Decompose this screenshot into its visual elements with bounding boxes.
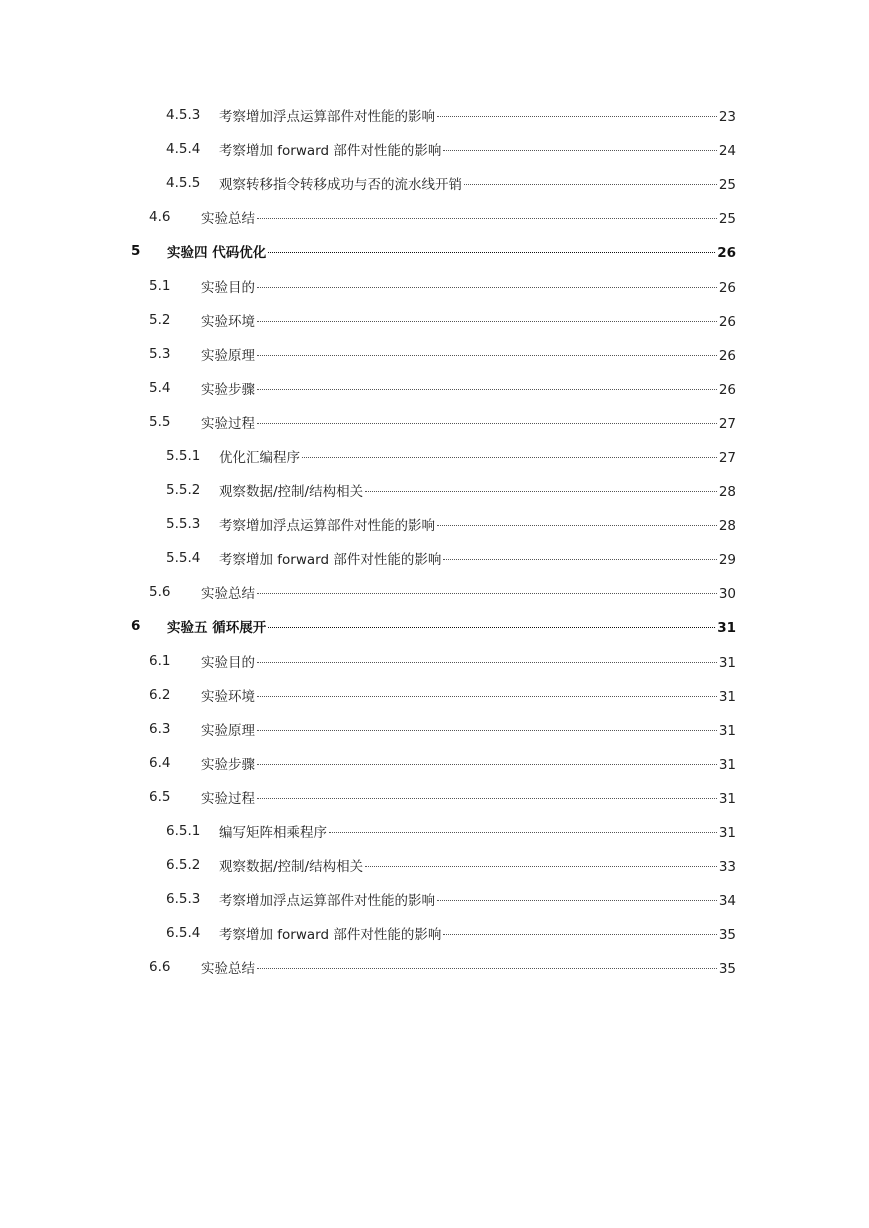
toc-entry-number: 6.2 <box>149 686 171 703</box>
toc-entry-body <box>201 753 736 773</box>
toc-entry[interactable] <box>0 644 869 678</box>
toc-entry-page-number: 30 <box>718 586 736 603</box>
toc-entry-page-number: 31 <box>718 790 736 807</box>
toc-entry-title: 实验步骤 <box>201 756 255 773</box>
dot-leader <box>464 184 717 185</box>
toc-entry[interactable] <box>0 848 869 882</box>
toc-entry-title: 实验总结 <box>201 961 255 978</box>
toc-entry-body <box>219 889 736 909</box>
toc-entry-number: 4.5.4 <box>166 141 201 158</box>
dot-leader <box>443 559 716 560</box>
toc-entry-body <box>201 378 736 398</box>
toc-entry-title: 实验原理 <box>201 722 255 739</box>
toc-entry[interactable] <box>0 132 869 166</box>
toc-entry-title: 实验五 循环展开 <box>167 620 267 637</box>
toc-entry-number: 6.3 <box>149 720 171 737</box>
toc-entry-page-number: 24 <box>718 143 736 160</box>
toc-entry-page-number: 29 <box>718 552 736 569</box>
dot-leader <box>302 457 717 458</box>
dot-leader <box>437 525 717 526</box>
toc-entry-title: 实验环境 <box>201 313 255 330</box>
dot-leader <box>257 662 717 663</box>
toc-entry-title: 实验总结 <box>201 211 255 228</box>
toc-entry[interactable] <box>0 439 869 473</box>
toc-entry[interactable] <box>0 575 869 609</box>
toc-entry-number: 5.3 <box>149 345 171 362</box>
toc-entry[interactable] <box>0 234 869 268</box>
dot-leader <box>257 389 717 390</box>
dot-leader <box>257 798 717 799</box>
toc-entry-body <box>201 207 736 227</box>
toc-entry-number: 5.5 <box>149 413 171 430</box>
toc-entry[interactable] <box>0 882 869 916</box>
toc-entry-title: 考察增加浮点运算部件对性能的影响 <box>219 109 435 126</box>
toc-entry-body <box>201 957 736 977</box>
toc-entry-page-number: 26 <box>718 347 736 364</box>
toc-entry-title: 实验过程 <box>201 415 255 432</box>
toc-entry-number: 5 <box>131 243 141 260</box>
toc-entry-number: 5.1 <box>149 277 171 294</box>
toc-entry-number: 6 <box>131 618 141 635</box>
toc-entry-page-number: 34 <box>718 893 736 910</box>
toc-entry[interactable] <box>0 166 869 200</box>
toc-entry-number: 4.6 <box>149 209 171 226</box>
toc-entry-body <box>167 241 736 261</box>
toc-entry-body <box>219 548 736 568</box>
toc-entry-body <box>167 616 736 636</box>
dot-leader <box>257 287 717 288</box>
dot-leader <box>268 627 715 628</box>
toc-entry-page-number: 35 <box>718 961 736 978</box>
dot-leader <box>257 968 717 969</box>
toc-entry-page-number: 26 <box>717 245 736 262</box>
toc-entry-number: 5.2 <box>149 311 171 328</box>
toc-entry-number: 6.5.4 <box>166 925 201 942</box>
toc-entry-page-number: 33 <box>718 859 736 876</box>
toc-entry-number: 6.5.3 <box>166 891 201 908</box>
dot-leader <box>257 593 717 594</box>
toc-entry-page-number: 26 <box>718 313 736 330</box>
dot-leader <box>257 218 717 219</box>
toc-entry-body <box>201 651 736 671</box>
dot-leader <box>437 900 717 901</box>
toc-entry-title: 考察增加 forward 部件对性能的影响 <box>219 143 442 160</box>
toc-entry-page-number: 23 <box>718 109 736 126</box>
toc-entry-number: 4.5.3 <box>166 107 201 124</box>
toc-entry-body <box>201 582 736 602</box>
toc-entry-title: 实验步骤 <box>201 381 255 398</box>
toc-entry[interactable] <box>0 303 869 337</box>
toc-entry-body <box>219 173 736 193</box>
toc-entry-body <box>219 139 736 159</box>
toc-entry-page-number: 31 <box>718 756 736 773</box>
dot-leader <box>257 764 717 765</box>
dot-leader <box>365 491 717 492</box>
toc-entry-title: 实验过程 <box>201 790 255 807</box>
toc-entry-body <box>219 105 736 125</box>
toc-entry-title: 观察数据/控制/结构相关 <box>219 484 364 501</box>
toc-entry[interactable] <box>0 678 869 712</box>
toc-entry-body <box>201 412 736 432</box>
toc-entry-number: 6.4 <box>149 754 171 771</box>
toc-entry[interactable] <box>0 746 869 780</box>
toc-entry-title: 观察转移指令转移成功与否的流水线开销 <box>219 177 462 194</box>
toc-entry[interactable] <box>0 916 869 950</box>
toc-entry[interactable] <box>0 98 869 132</box>
toc-entry[interactable] <box>0 541 869 575</box>
toc-entry-number: 5.4 <box>149 379 171 396</box>
dot-leader <box>257 696 717 697</box>
toc-entry[interactable] <box>0 405 869 439</box>
toc-entry-page-number: 31 <box>718 722 736 739</box>
toc-entry[interactable] <box>0 780 869 814</box>
dot-leader <box>365 866 717 867</box>
dot-leader <box>329 832 717 833</box>
toc-entry-body <box>219 446 736 466</box>
toc-entry-number: 5.5.3 <box>166 516 201 533</box>
toc-entry-title: 实验目的 <box>201 279 255 296</box>
toc-entry-body <box>201 310 736 330</box>
table-of-contents <box>0 98 869 984</box>
toc-entry[interactable] <box>0 609 869 643</box>
toc-entry-title: 考察增加浮点运算部件对性能的影响 <box>219 518 435 535</box>
toc-entry-body <box>201 685 736 705</box>
toc-entry-page-number: 35 <box>718 927 736 944</box>
toc-entry-body <box>201 719 736 739</box>
toc-entry-page-number: 31 <box>718 688 736 705</box>
toc-entry-page-number: 25 <box>718 211 736 228</box>
toc-entry-number: 6.5.1 <box>166 823 201 840</box>
toc-entry[interactable] <box>0 268 869 302</box>
dot-leader <box>443 934 716 935</box>
toc-entry-title: 考察增加 forward 部件对性能的影响 <box>219 552 442 569</box>
toc-entry-title: 实验目的 <box>201 654 255 671</box>
toc-entry[interactable] <box>0 337 869 371</box>
toc-entry-number: 5.6 <box>149 584 171 601</box>
toc-entry-page-number: 31 <box>718 825 736 842</box>
toc-entry-body <box>219 923 736 943</box>
toc-entry-body <box>201 787 736 807</box>
toc-entry-number: 6.5.2 <box>166 857 201 874</box>
toc-entry-title: 编写矩阵相乘程序 <box>219 825 327 842</box>
toc-entry-body <box>219 855 736 875</box>
toc-entry-number: 5.5.1 <box>166 447 201 464</box>
toc-entry-page-number: 27 <box>718 449 736 466</box>
toc-entry[interactable] <box>0 473 869 507</box>
toc-entry[interactable] <box>0 814 869 848</box>
toc-entry-title: 考察增加 forward 部件对性能的影响 <box>219 927 442 944</box>
dot-leader <box>257 321 717 322</box>
dot-leader <box>437 116 717 117</box>
toc-entry[interactable] <box>0 371 869 405</box>
dot-leader <box>257 730 717 731</box>
toc-entry-title: 优化汇编程序 <box>219 449 300 466</box>
dot-leader <box>443 150 716 151</box>
toc-entry-title: 实验总结 <box>201 586 255 603</box>
toc-entry-number: 6.5 <box>149 788 171 805</box>
dot-leader <box>257 355 717 356</box>
toc-entry-title: 观察数据/控制/结构相关 <box>219 859 364 876</box>
toc-entry-page-number: 25 <box>718 177 736 194</box>
toc-entry-page-number: 28 <box>718 518 736 535</box>
toc-entry-title: 实验四 代码优化 <box>167 245 267 262</box>
dot-leader <box>268 252 715 253</box>
toc-entry-title: 实验原理 <box>201 347 255 364</box>
toc-entry-number: 5.5.2 <box>166 482 201 499</box>
toc-entry-page-number: 28 <box>718 484 736 501</box>
toc-entry-page-number: 31 <box>718 654 736 671</box>
toc-entry[interactable] <box>0 950 869 984</box>
toc-entry-title: 实验环境 <box>201 688 255 705</box>
toc-entry-body <box>219 514 736 534</box>
toc-entry-body <box>201 276 736 296</box>
dot-leader <box>257 423 717 424</box>
toc-entry[interactable] <box>0 712 869 746</box>
toc-entry-number: 4.5.5 <box>166 175 201 192</box>
toc-entry-page-number: 27 <box>718 415 736 432</box>
toc-entry-number: 5.5.4 <box>166 550 201 567</box>
toc-entry-body <box>219 821 736 841</box>
toc-entry[interactable] <box>0 507 869 541</box>
toc-entry[interactable] <box>0 200 869 234</box>
toc-entry-number: 6.1 <box>149 652 171 669</box>
toc-entry-title: 考察增加浮点运算部件对性能的影响 <box>219 893 435 910</box>
toc-entry-page-number: 26 <box>718 381 736 398</box>
toc-entry-page-number: 31 <box>717 620 736 637</box>
toc-entry-body <box>219 480 736 500</box>
toc-entry-page-number: 26 <box>718 279 736 296</box>
toc-entry-body <box>201 344 736 364</box>
toc-entry-number: 6.6 <box>149 959 171 976</box>
